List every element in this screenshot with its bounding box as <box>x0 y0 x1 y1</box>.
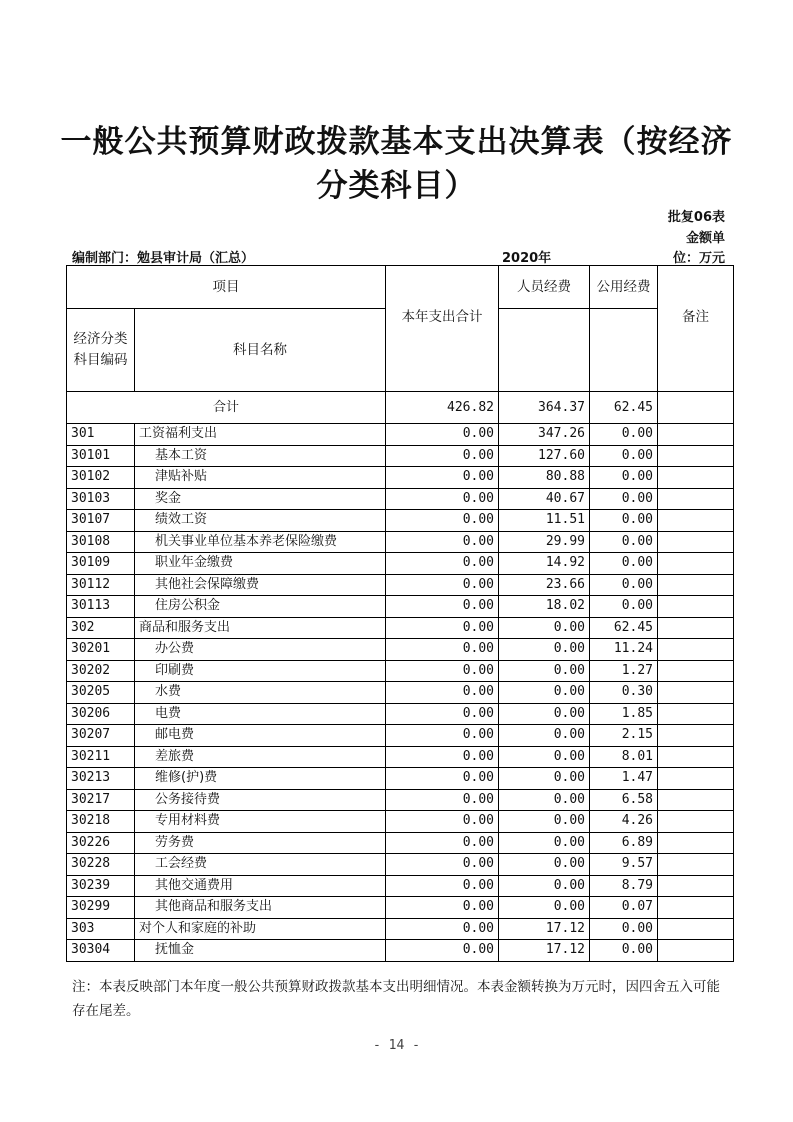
row-total: 0.00 <box>386 940 499 962</box>
table-row <box>67 789 734 811</box>
row-code: 30205 <box>67 682 135 704</box>
row-total: 0.00 <box>386 832 499 854</box>
row-remark <box>658 768 734 790</box>
header-personnel: 人员经费 <box>499 266 590 309</box>
row-name: 工会经费 <box>135 854 386 876</box>
row-personnel: 18.02 <box>499 596 590 618</box>
row-public: 1.85 <box>590 703 658 725</box>
row-personnel: 0.00 <box>499 682 590 704</box>
department: 编制部门：勉县审计局（汇总） <box>72 251 255 266</box>
row-public: 0.00 <box>590 940 658 962</box>
row-total: 0.00 <box>386 811 499 833</box>
row-personnel: 0.00 <box>499 789 590 811</box>
row-personnel: 0.00 <box>499 854 590 876</box>
row-name: 差旅费 <box>135 746 386 768</box>
row-remark <box>658 811 734 833</box>
row-remark <box>658 553 734 575</box>
table-row <box>67 660 734 682</box>
row-code: 30239 <box>67 875 135 897</box>
row-code: 30202 <box>67 660 135 682</box>
page-number: - 14 - <box>373 1038 420 1053</box>
row-name: 其他社会保障缴费 <box>135 574 386 596</box>
row-personnel: 17.12 <box>499 940 590 962</box>
row-personnel: 0.00 <box>499 897 590 919</box>
header-name: 科目名称 <box>135 309 386 392</box>
row-personnel: 0.00 <box>499 660 590 682</box>
table-row <box>67 682 734 704</box>
row-remark <box>658 617 734 639</box>
row-total: 0.00 <box>386 488 499 510</box>
row-public: 0.00 <box>590 918 658 940</box>
row-public: 2.15 <box>590 725 658 747</box>
row-personnel: 11.51 <box>499 510 590 532</box>
row-personnel: 80.88 <box>499 467 590 489</box>
header-item: 项目 <box>67 266 386 309</box>
row-code: 303 <box>67 918 135 940</box>
table-row <box>67 725 734 747</box>
row-code: 30102 <box>67 467 135 489</box>
table-row <box>67 445 734 467</box>
row-remark <box>658 424 734 446</box>
row-personnel: 29.99 <box>499 531 590 553</box>
row-code: 30103 <box>67 488 135 510</box>
row-total: 0.00 <box>386 703 499 725</box>
row-public: 0.00 <box>590 574 658 596</box>
row-total: 0.00 <box>386 596 499 618</box>
row-name: 劳务费 <box>135 832 386 854</box>
table-row <box>67 940 734 962</box>
row-code: 30113 <box>67 596 135 618</box>
row-total: 0.00 <box>386 510 499 532</box>
row-name: 其他商品和服务支出 <box>135 897 386 919</box>
row-remark <box>658 875 734 897</box>
row-code: 30107 <box>67 510 135 532</box>
row-name: 印刷费 <box>135 660 386 682</box>
row-name: 住房公积金 <box>135 596 386 618</box>
row-remark <box>658 639 734 661</box>
table-row <box>67 854 734 876</box>
row-name: 机关事业单位基本养老保险缴费 <box>135 531 386 553</box>
row-total: 0.00 <box>386 574 499 596</box>
total-personnel: 364.37 <box>499 392 590 424</box>
row-name: 水费 <box>135 682 386 704</box>
page-title: 一般公共预算财政拨款基本支出决算表（按经济分类科目） <box>60 124 733 204</box>
header-code: 经济分类科目编码 <box>67 309 135 392</box>
header-public-blank <box>590 309 658 392</box>
row-public: 11.24 <box>590 639 658 661</box>
row-name: 绩效工资 <box>135 510 386 532</box>
table-row <box>67 811 734 833</box>
row-remark <box>658 832 734 854</box>
table-row <box>67 768 734 790</box>
row-name: 公务接待费 <box>135 789 386 811</box>
table-row <box>67 596 734 618</box>
table-row <box>67 424 734 446</box>
row-code: 30108 <box>67 531 135 553</box>
row-public: 4.26 <box>590 811 658 833</box>
row-remark <box>658 596 734 618</box>
row-code: 30207 <box>67 725 135 747</box>
fiscal-year: 2020年 <box>502 251 552 266</box>
row-personnel: 0.00 <box>499 725 590 747</box>
row-public: 0.00 <box>590 510 658 532</box>
row-public: 0.00 <box>590 553 658 575</box>
row-code: 30299 <box>67 897 135 919</box>
row-name: 专用材料费 <box>135 811 386 833</box>
header-remark-text: 备注 <box>682 308 709 325</box>
table-row <box>67 897 734 919</box>
total-public: 62.45 <box>590 392 658 424</box>
row-personnel: 347.26 <box>499 424 590 446</box>
table-row <box>67 553 734 575</box>
row-code: 30109 <box>67 553 135 575</box>
total-label: 合计 <box>67 392 386 424</box>
row-personnel: 0.00 <box>499 639 590 661</box>
row-personnel: 17.12 <box>499 918 590 940</box>
footnote: 注：本表反映部门本年度一般公共预算财政拨款基本支出明细情况。本表金额转换为万元时，因四舍五入可能存在尾差。 <box>72 979 720 1019</box>
row-public: 8.01 <box>590 746 658 768</box>
row-personnel: 127.60 <box>499 445 590 467</box>
row-code: 30211 <box>67 746 135 768</box>
row-name: 抚恤金 <box>135 940 386 962</box>
expenditure-table <box>66 265 734 962</box>
row-code: 301 <box>67 424 135 446</box>
row-public: 0.00 <box>590 531 658 553</box>
header-total-text: 本年支出合计 <box>401 308 483 325</box>
row-total: 0.00 <box>386 553 499 575</box>
row-remark <box>658 703 734 725</box>
table-row <box>67 875 734 897</box>
row-total: 0.00 <box>386 617 499 639</box>
row-total: 0.00 <box>386 467 499 489</box>
table-meta <box>72 247 725 265</box>
row-public: 0.00 <box>590 596 658 618</box>
row-public: 0.30 <box>590 682 658 704</box>
table-row <box>67 746 734 768</box>
row-public: 6.58 <box>590 789 658 811</box>
row-name: 对个人和家庭的补助 <box>135 918 386 940</box>
table-row <box>67 617 734 639</box>
row-code: 30304 <box>67 940 135 962</box>
row-code: 30206 <box>67 703 135 725</box>
row-code: 30112 <box>67 574 135 596</box>
row-remark <box>658 725 734 747</box>
row-public: 1.27 <box>590 660 658 682</box>
row-name: 津贴补贴 <box>135 467 386 489</box>
row-remark <box>658 682 734 704</box>
row-personnel: 0.00 <box>499 768 590 790</box>
table-row <box>67 510 734 532</box>
row-total: 0.00 <box>386 424 499 446</box>
table-row <box>67 832 734 854</box>
row-remark <box>658 510 734 532</box>
row-personnel: 0.00 <box>499 811 590 833</box>
table-row <box>67 703 734 725</box>
row-code: 30228 <box>67 854 135 876</box>
row-personnel: 0.00 <box>499 703 590 725</box>
row-remark <box>658 940 734 962</box>
row-name: 商品和服务支出 <box>135 617 386 639</box>
row-remark <box>658 467 734 489</box>
table-row <box>67 574 734 596</box>
row-name: 维修(护)费 <box>135 768 386 790</box>
row-total: 0.00 <box>386 682 499 704</box>
row-remark <box>658 488 734 510</box>
total-sum: 426.82 <box>386 392 499 424</box>
row-remark <box>658 445 734 467</box>
row-personnel: 0.00 <box>499 875 590 897</box>
row-public: 0.00 <box>590 424 658 446</box>
row-personnel: 0.00 <box>499 617 590 639</box>
row-public: 0.07 <box>590 897 658 919</box>
row-personnel: 23.66 <box>499 574 590 596</box>
row-personnel: 0.00 <box>499 746 590 768</box>
row-remark <box>658 746 734 768</box>
row-personnel: 14.92 <box>499 553 590 575</box>
row-remark <box>658 918 734 940</box>
row-public: 0.00 <box>590 445 658 467</box>
row-remark <box>658 789 734 811</box>
amount-unit: 位：万元 <box>672 251 725 266</box>
row-public: 8.79 <box>590 875 658 897</box>
row-total: 0.00 <box>386 639 499 661</box>
row-name: 其他交通费用 <box>135 875 386 897</box>
row-total: 0.00 <box>386 789 499 811</box>
row-personnel: 40.67 <box>499 488 590 510</box>
header-public: 公用经费 <box>590 266 658 309</box>
row-total: 0.00 <box>386 531 499 553</box>
row-total: 0.00 <box>386 918 499 940</box>
header-total <box>386 266 499 392</box>
row-total: 0.00 <box>386 746 499 768</box>
row-public: 6.89 <box>590 832 658 854</box>
row-remark <box>658 897 734 919</box>
row-total: 0.00 <box>386 660 499 682</box>
row-public: 0.00 <box>590 467 658 489</box>
row-remark <box>658 854 734 876</box>
row-public: 0.00 <box>590 488 658 510</box>
row-name: 电费 <box>135 703 386 725</box>
table-row <box>67 918 734 940</box>
row-code: 302 <box>67 617 135 639</box>
row-total: 0.00 <box>386 875 499 897</box>
row-public: 1.47 <box>590 768 658 790</box>
row-remark <box>658 660 734 682</box>
row-name: 工资福利支出 <box>135 424 386 446</box>
row-name: 办公费 <box>135 639 386 661</box>
row-name: 邮电费 <box>135 725 386 747</box>
row-total: 0.00 <box>386 854 499 876</box>
row-total: 0.00 <box>386 725 499 747</box>
table-row <box>67 639 734 661</box>
row-name: 职业年金缴费 <box>135 553 386 575</box>
table-row <box>67 467 734 489</box>
row-name: 奖金 <box>135 488 386 510</box>
row-total: 0.00 <box>386 768 499 790</box>
header-personnel-blank <box>499 309 590 392</box>
total-remark <box>658 392 734 424</box>
row-remark <box>658 531 734 553</box>
row-code: 30201 <box>67 639 135 661</box>
amount-unit-label: 金额单 <box>685 231 725 246</box>
table-row <box>67 488 734 510</box>
row-total: 0.00 <box>386 897 499 919</box>
row-code: 30226 <box>67 832 135 854</box>
row-code: 30217 <box>67 789 135 811</box>
row-public: 9.57 <box>590 854 658 876</box>
form-number: 批复06表 <box>667 210 725 225</box>
total-row <box>67 392 734 424</box>
row-total: 0.00 <box>386 445 499 467</box>
table-row <box>67 531 734 553</box>
row-code: 30218 <box>67 811 135 833</box>
row-public: 62.45 <box>590 617 658 639</box>
row-remark <box>658 574 734 596</box>
row-code: 30213 <box>67 768 135 790</box>
row-code: 30101 <box>67 445 135 467</box>
row-personnel: 0.00 <box>499 832 590 854</box>
row-name: 基本工资 <box>135 445 386 467</box>
header-remark <box>658 266 734 392</box>
